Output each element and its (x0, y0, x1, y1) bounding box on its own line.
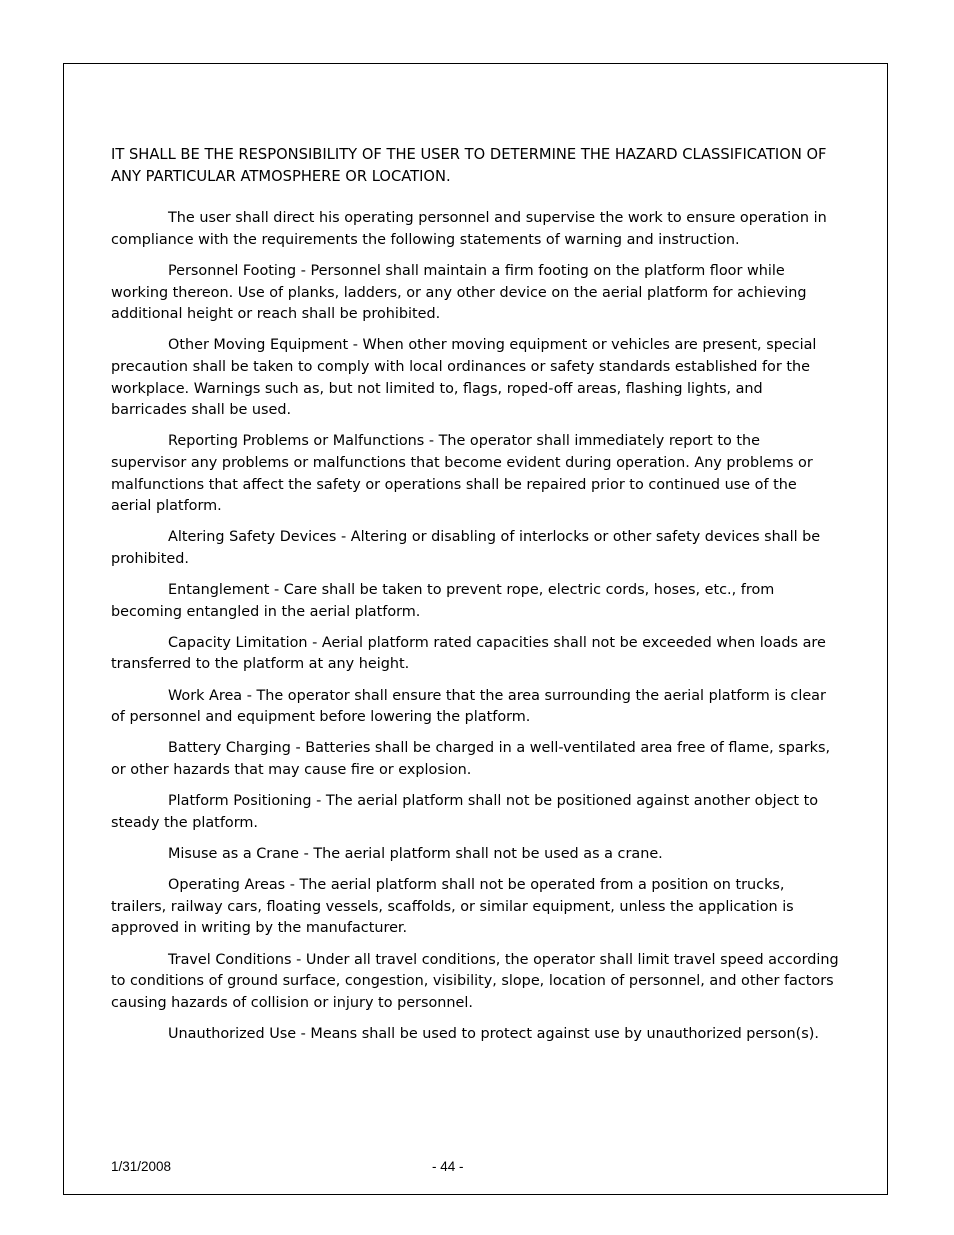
page-number: - 44 - (432, 1159, 464, 1174)
paragraph-misuse-as-crane: Misuse as a Crane - The aerial platform shall not be used as a crane. (168, 845, 663, 862)
paragraph-reporting-problems: Reporting Problems or Malfunctions - The operator shall immediately report to the supervisor any problems or malfunctions that become evident during operation. Any problems or malfunctions that affect the safety or operations shall be repaired prior to continued use of the aerial platform. (111, 433, 813, 515)
paragraph-capacity-limitation: Capacity Limitation - Aerial platform rated capacities shall not be exceeded when loads are transferred to the platform at any height. (111, 634, 826, 673)
paragraph-altering-safety-devices: Altering Safety Devices - Altering or disabling of interlocks or other safety devices shall be prohibited. (111, 529, 821, 567)
paragraph-platform-positioning: Platform Positioning - The aerial platform shall not be positioned against another object to steady the platform. (111, 793, 819, 831)
paragraph-travel-conditions: Travel Conditions - Under all travel conditions, the operator shall limit travel speed according to conditions of ground surface, congestion, visibility, slope, location of personnel, and other factors causing hazards of collision or injury to personnel. (111, 951, 839, 1011)
hazard-classification-heading: IT SHALL BE THE RESPONSIBILITY OF THE USER TO DETERMINE THE HAZARD CLASSIFICATION OF ANY PARTICULAR ATMOSPHERE OR LOCATION. (111, 146, 827, 185)
paragraph-unauthorized-use: Unauthorized Use - Means shall be used to protect against use by unauthorized person(s). (168, 1025, 819, 1042)
paragraph-other-moving-equipment: Other Moving Equipment - When other moving equipment or vehicles are present, special precaution shall be taken to comply with local ordinances or safety standards established for the workplace. Warnings such as, but not limited to, flags, roped-off areas, flashing lights, and barricades shall be used. (111, 337, 817, 419)
document-body (111, 144, 839, 1055)
paragraph-personnel-footing: Personnel Footing - Personnel shall maintain a firm footing on the platform floor while working thereon. Use of planks, ladders, or any other device on the aerial platform for achieving additional height or reach shall be prohibited. (111, 262, 807, 323)
paragraph-work-area: Work Area - The operator shall ensure that the area surrounding the aerial platform is clear of personnel and equipment before lowering the platform. (111, 687, 826, 726)
paragraph-user-direction: The user shall direct his operating personnel and supervise the work to ensure operation in compliance with the requirements the following statements of warning and instruction. (111, 210, 827, 248)
paragraph-battery-charging: Battery Charging - Batteries shall be charged in a well-ventilated area free of flame, sparks, or other hazards that may cause fire or explosion. (111, 740, 831, 778)
paragraph-entanglement: Entanglement - Care shall be taken to prevent rope, electric cords, hoses, etc., from becoming entangled in the aerial platform. (111, 582, 775, 620)
footer-date: 1/31/2008 (111, 1159, 172, 1174)
paragraph-operating-areas: Operating Areas - The aerial platform shall not be operated from a position on trucks, trailers, railway cars, floating vessels, scaffolds, or similar equipment, unless the application is approved in writing by the manufacturer. (111, 877, 794, 937)
